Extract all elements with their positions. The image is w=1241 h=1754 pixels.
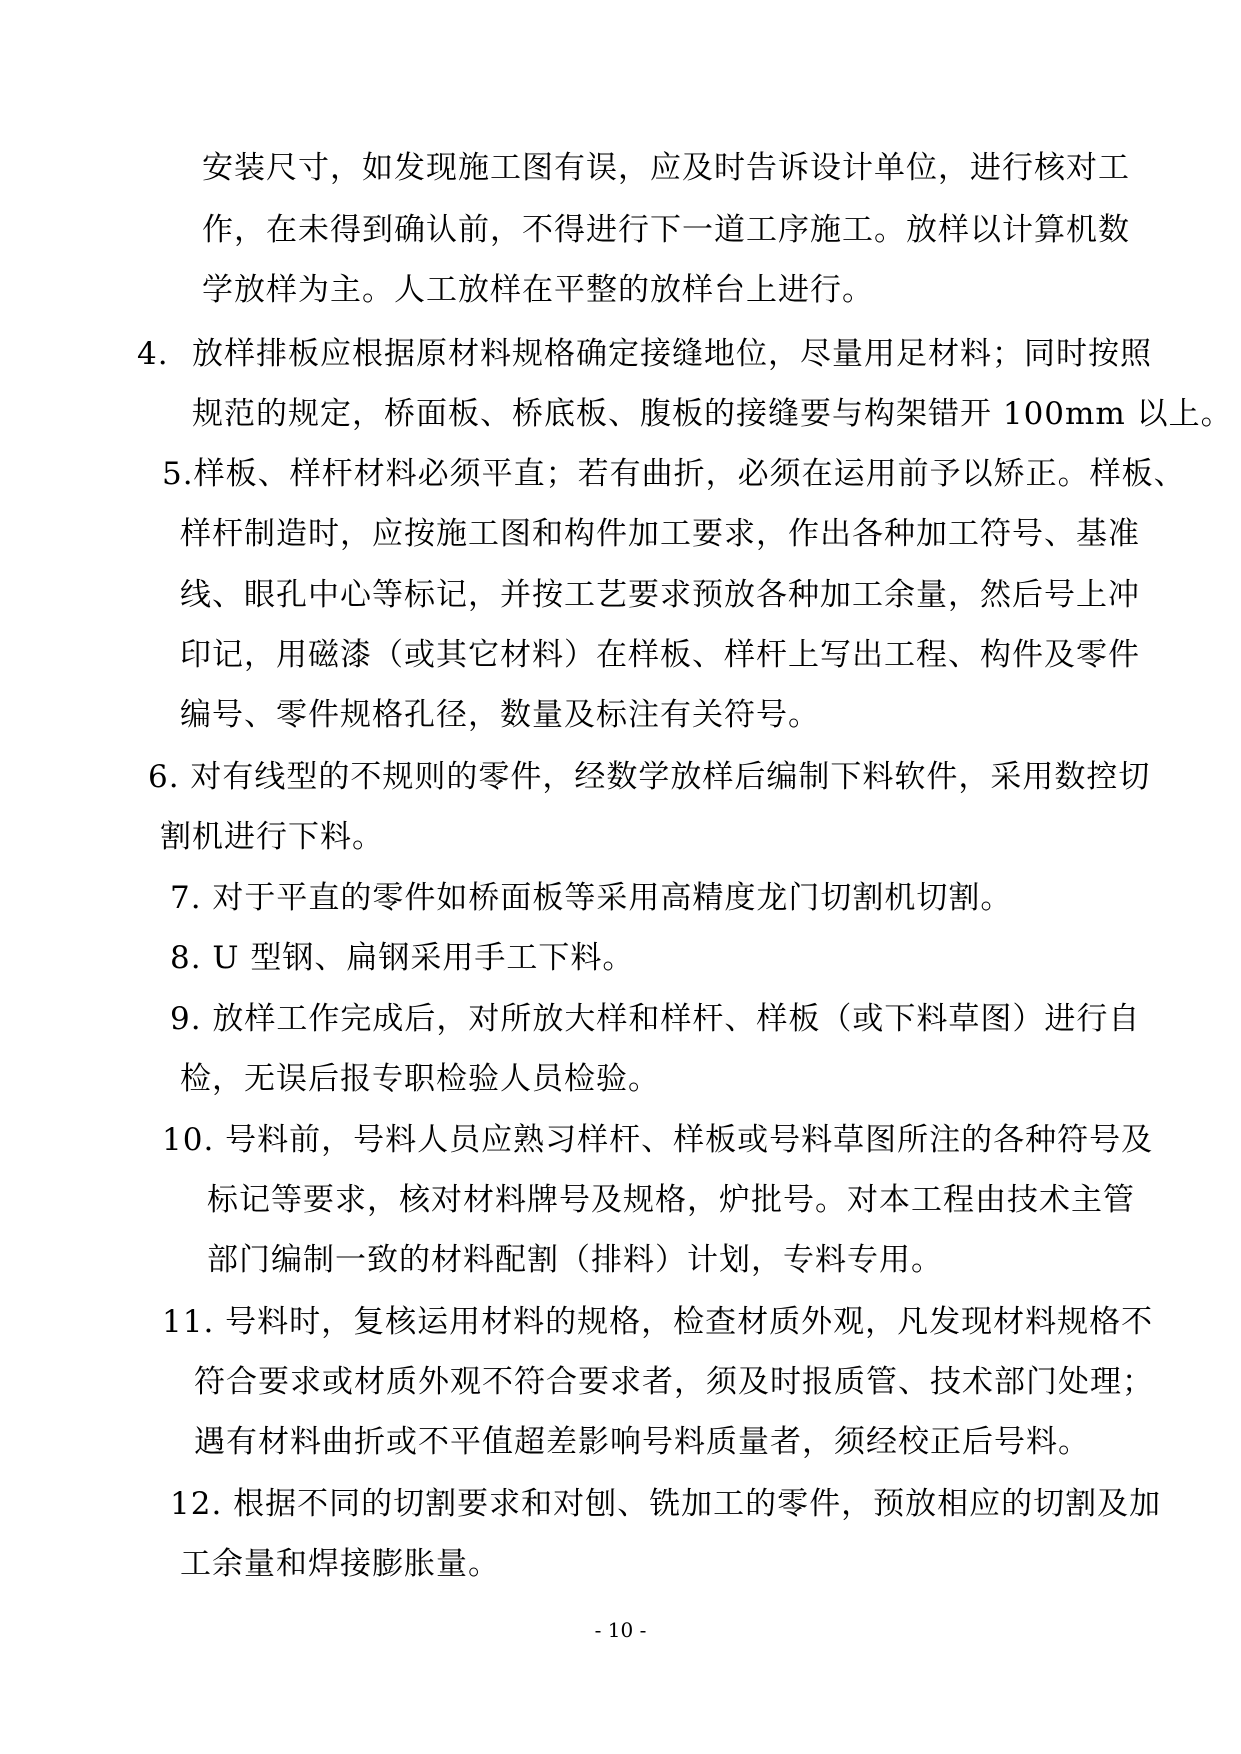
list-number: 4. (137, 336, 169, 372)
text-line: 符合要求或材质外观不符合要求者，须及时报质管、技术部门处理； (194, 1364, 1154, 1400)
text-line: 割机进行下料。 (160, 819, 384, 855)
text-line: 标记等要求，核对材料牌号及规格，炉批号。对本工程由技术主管 (207, 1182, 1135, 1218)
text-line: 安装尺寸，如发现施工图有误，应及时告诉设计单位，进行核对工 (202, 150, 1130, 186)
text-line: 9. 放样工作完成后，对所放大样和样杆、样板（或下料草图）进行自 (170, 1001, 1141, 1037)
text-line: 工余量和焊接膨胀量。 (180, 1546, 500, 1582)
text-line: 放样排板应根据原材料规格确定接缝地位，尽量用足材料；同时按照 (192, 336, 1152, 372)
text-line: 线、眼孔中心等标记，并按工艺要求预放各种加工余量，然后号上冲 (180, 577, 1140, 613)
text-line: 8. U 型钢、扁钢采用手工下料。 (170, 940, 635, 976)
text-line: 12. 根据不同的切割要求和对刨、铣加工的零件，预放相应的切割及加 (170, 1486, 1162, 1522)
text-line: 5.样板、样杆材料必须平直；若有曲折，必须在运用前予以矫正。样板、 (162, 456, 1186, 492)
text-line: 样杆制造时，应按施工图和构件加工要求，作出各种加工符号、基准 (180, 516, 1140, 552)
text-line: 10. 号料前，号料人员应熟习样杆、样板或号料草图所注的各种符号及 (162, 1122, 1154, 1158)
text-line: 6. 对有线型的不规则的零件，经数学放样后编制下料软件，采用数控切 (148, 759, 1151, 795)
text-line: 部门编制一致的材料配割（排料）计划，专料专用。 (207, 1242, 943, 1278)
text-line: 11. 号料时，复核运用材料的规格，检查材质外观，凡发现材料规格不 (162, 1304, 1154, 1340)
text-line: 检，无误后报专职检验人员检验。 (180, 1061, 660, 1097)
text-line: 编号、零件规格孔径，数量及标注有关符号。 (180, 697, 820, 733)
text-line: 印记，用磁漆（或其它材料）在样板、样杆上写出工程、构件及零件 (180, 637, 1140, 673)
text-line: 7. 对于平直的零件如桥面板等采用高精度龙门切割机切割。 (170, 880, 1013, 916)
text-line: 遇有材料曲折或不平值超差影响号料质量者，须经校正后号料。 (194, 1424, 1090, 1460)
page-number: - 10 - (594, 1618, 647, 1642)
text-line: 学放样为主。人工放样在平整的放样台上进行。 (202, 272, 874, 308)
text-line: 规范的规定，桥面板、桥底板、腹板的接缝要与构架错开 100mm 以上。 (192, 396, 1233, 432)
text-line: 作，在未得到确认前，不得进行下一道工序施工。放样以计算机数 (202, 212, 1130, 248)
